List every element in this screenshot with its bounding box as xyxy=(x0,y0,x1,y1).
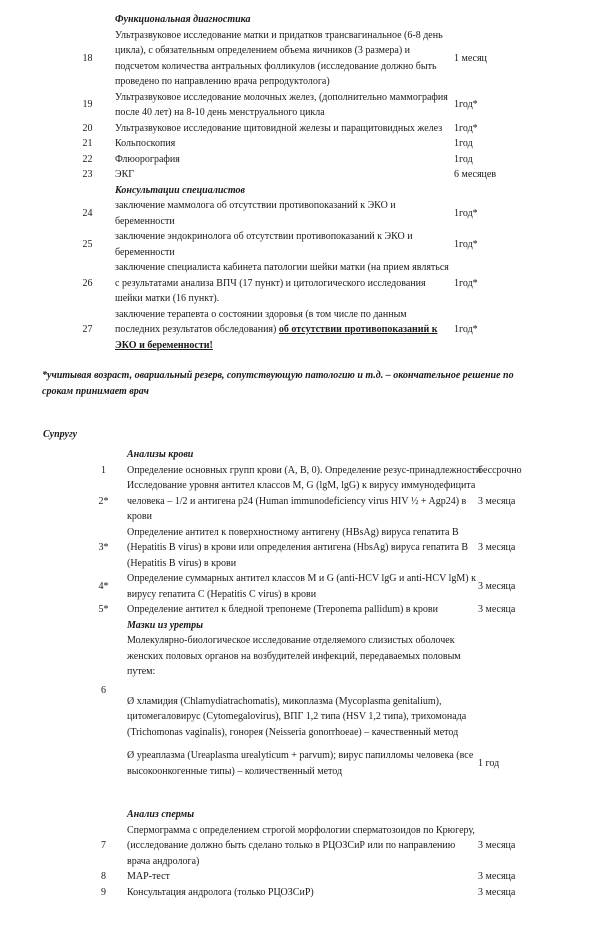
row-number: 20 xyxy=(82,122,93,134)
table-row xyxy=(80,823,540,870)
woman-exam-table xyxy=(60,12,530,353)
row-period: 1год* xyxy=(454,277,478,289)
table-row xyxy=(60,229,530,260)
table-row xyxy=(60,152,530,168)
row-number: 4* xyxy=(98,580,109,592)
spouse-label: Супругу xyxy=(43,429,78,440)
row-period: 3 месяца xyxy=(478,542,516,553)
table-row xyxy=(60,90,530,121)
row-text: Определение антител к поверхностному антигену (HBsAg) вируса гепатита B (Hepatitis B virus) в крови или определения антигена (HbsAg) вируса гепатита B (Hepatitis B virus) в крови xyxy=(127,526,469,569)
section-heading-row xyxy=(80,447,540,463)
row-text: МАР-тест xyxy=(127,871,170,882)
table-row xyxy=(60,136,530,152)
row-number: 19 xyxy=(82,99,93,111)
row-number: 3* xyxy=(98,542,109,553)
table-row xyxy=(80,525,540,572)
table-row xyxy=(60,260,530,307)
row-text: Спермограмма с определением строгой морфологии сперматозоидов по Крюгеру, (исследование должно быть сделано только в РЦОЗСиР или по направлению врача андролога) xyxy=(127,824,475,867)
row-number: 7 xyxy=(101,840,106,851)
row-period: 3 месяца xyxy=(478,580,516,592)
row-number: 2* xyxy=(98,495,109,507)
section-heading: Анализ спермы xyxy=(127,809,195,820)
row-period: 3 месяца xyxy=(478,495,516,507)
row-text: Определение антител к бледной трепонеме (Treponema pallidum) в крови xyxy=(127,604,438,615)
row-text: Ультразвуковое исследование матки и придатков трансвагинальное (6-8 день цикла), с обязательным определением объема яичников (3 размера) и подсчетом количества антральных фолликулов (исследование должно быть проведено по направлению врача репродуктолога) xyxy=(115,29,443,87)
table-row xyxy=(80,571,540,602)
row-number: 23 xyxy=(82,169,93,180)
row-text: Кольпоскопия xyxy=(115,138,176,149)
row-number: 18 xyxy=(82,52,93,64)
swabs-intro: Молекулярно-биологическое исследование отделяемого слизистых оболочек женских половых органов на возбудителей инфекций, передаваемых половым путем: xyxy=(127,635,461,677)
swabs-item-qualitative: Ø хламидия (Chlamydiatrachomatis), микоплазма (Mycoplasma genitalium), цитомегаловирус (Cytomegalovirus), ВПГ 1,2 типа (HSV 1,2 типа), трихомонада (Trichomonas vaginalis), гонорея (Neisseria gonorrhoeae) – качественный метод xyxy=(127,695,467,738)
row-number: 25 xyxy=(82,238,93,250)
swabs-item-quantitative: Ø уреаплазма (Ureaplasma urealyticum + parvum); вирус папилломы человека (все высокоонкогенные типы) – количественный метод xyxy=(127,750,474,777)
row-period: 1год* xyxy=(454,122,478,134)
row-period: 1год xyxy=(454,138,473,149)
row-period: 1год* xyxy=(454,324,478,335)
row-text xyxy=(115,307,454,354)
section-heading: Мазки из уретры xyxy=(127,619,204,631)
row-text: заключение специалиста кабинета патологии шейки матки (на прием являться с результатами анализа ВПЧ (17 пункт) и цитологического исследования шейки матки (16 пункт). xyxy=(115,262,449,304)
row-period: 1год* xyxy=(454,238,478,250)
table-row xyxy=(60,198,530,229)
table-row xyxy=(80,869,540,885)
row-number: 8 xyxy=(101,871,106,882)
row-period: 1 месяц xyxy=(454,52,487,64)
section-heading-row xyxy=(60,183,530,199)
row-number: 6 xyxy=(101,684,106,696)
row-text-emphasis: об отсутствии противопоказаний к ЭКО и беременности! xyxy=(115,324,438,351)
row-text: Исследование уровня антител классов M, G (lgM, lgG) к вирусу иммунодефицита человека – 1/2 и антигена p24 (Human immunodeficiency virus HIV ½ + Agp24) в крови xyxy=(127,480,476,522)
row-number: 27 xyxy=(82,324,93,335)
row-period: 1год* xyxy=(454,207,478,219)
row-text-main: заключение терапевта о состоянии здоровья (в том числе по данным последних результатов обследования) xyxy=(115,308,407,335)
table-row xyxy=(80,478,540,525)
section-heading-row xyxy=(80,807,540,823)
row-text: заключение эндокринолога об отсутствии противопоказаний к ЭКО и беременности xyxy=(115,231,413,258)
section-heading: Анализы крови xyxy=(127,449,194,460)
section-heading-row xyxy=(60,12,530,28)
section-heading: Консультации специалистов xyxy=(115,184,245,196)
row-number: 1 xyxy=(101,464,106,476)
section-heading-row xyxy=(80,618,540,634)
table-row xyxy=(80,602,540,618)
row-period: 1 год xyxy=(478,757,500,769)
row-number: 9 xyxy=(101,886,106,898)
table-row xyxy=(60,167,530,183)
table-row xyxy=(60,121,530,137)
table-row xyxy=(60,307,530,354)
row-period: бессрочно xyxy=(478,464,522,476)
row-period: 1год* xyxy=(454,99,478,111)
row-text: Ультразвуковое исследование щитовидной железы и паращитовидных желез xyxy=(115,122,443,134)
row-text: Консультация андролога (только РЦОЗСиР) xyxy=(127,886,314,898)
row-number: 21 xyxy=(82,138,93,149)
row-text: ЭКГ xyxy=(115,169,135,180)
row-text xyxy=(127,633,478,748)
table-row xyxy=(80,748,540,779)
row-period: 3 месяца xyxy=(478,840,516,851)
row-number: 5* xyxy=(98,604,109,615)
row-text: заключение маммолога об отсутствии противопоказаний к ЭКО и беременности xyxy=(115,200,396,227)
spouse-exam-table xyxy=(80,447,540,900)
row-number: 22 xyxy=(82,153,93,165)
row-text: Флюорография xyxy=(115,153,180,165)
table-row xyxy=(80,633,540,748)
table-row xyxy=(80,463,540,479)
row-period: 3 месяца xyxy=(478,604,516,615)
row-text: Определение суммарных антител классов M и G (anti-HCV lgG и anti-HCV lgM) к вирусу гепатита C (Hepatitis C virus) в крови xyxy=(127,573,476,600)
table-row xyxy=(80,885,540,901)
row-period: 6 месяцев xyxy=(454,169,497,180)
row-period: 1год xyxy=(454,153,473,165)
footnote: *учитывая возраст, овариальный резерв, сопутствующую патологию и т.д. – окончательное решение по срокам принимает врач xyxy=(42,370,514,397)
table-row xyxy=(60,28,530,90)
row-text: Ультразвуковое исследование молочных желез, (дополнительно маммография после 40 лет) на 8-10 день менструального цикла xyxy=(115,91,448,118)
row-period: 3 месяца xyxy=(478,886,516,898)
section-heading: Функциональная диагностика xyxy=(115,14,251,25)
row-number: 24 xyxy=(82,207,93,219)
row-number: 26 xyxy=(82,277,93,289)
row-text: Определение основных групп крови (A, B, 0). Определение резус-принадлежности xyxy=(127,464,482,476)
row-period: 3 месяца xyxy=(478,871,516,882)
